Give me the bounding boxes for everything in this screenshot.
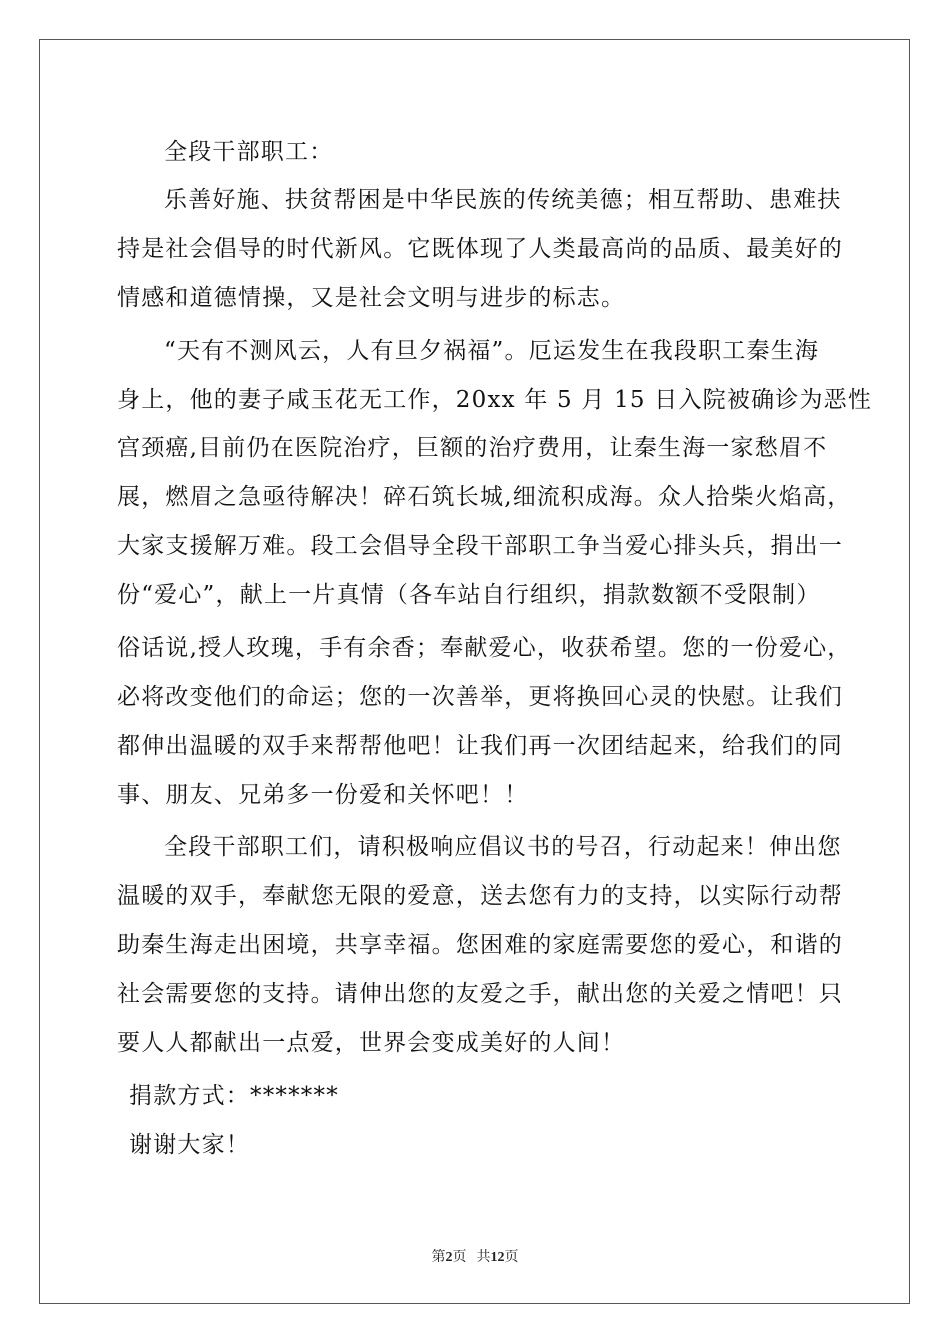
paragraph-2-line: 身上，他的妻子咸玉花无工作，20xx 年 5 月 15 日入院被确诊为恶性 <box>117 387 873 413</box>
paragraph-2-line: 必将改变他们的命运；您的一次善举，更将换回心灵的快慰。让我们 <box>117 684 843 710</box>
page-number: 2 <box>445 1250 453 1265</box>
total-suffix: 页 <box>504 1250 519 1265</box>
closing-thanks: 谢谢大家！ <box>129 1132 250 1158</box>
paragraph-3-line: 要人人都献出一点爱，世界会变成美好的人间！ <box>117 1030 626 1056</box>
total-prefix: 共 <box>476 1250 491 1265</box>
paragraph-2-line: 份“爱心”，献上一片真情（各车站自行组织，捐款数额不受限制） <box>117 582 821 608</box>
paragraph-3-line: 温暖的双手，奉献您无限的爱意，送去您有力的支持，以实际行动帮 <box>117 883 843 909</box>
page-total: 12 <box>490 1250 505 1265</box>
paragraph-2-line: 都伸出温暖的双手来帮帮他吧！让我们再一次团结起来，给我们的同 <box>117 733 843 759</box>
paragraph-3-line: 助秦生海走出困境，共享幸福。您困难的家庭需要您的爱心，和谐的 <box>117 932 843 958</box>
paragraph-1-line: 乐善好施、扶贫帮困是中华民族的传统美德；相互帮助、患难扶 <box>164 187 842 213</box>
donation-method: 捐款方式：******* <box>129 1083 339 1109</box>
paragraph-3-line: 社会需要您的支持。请伸出您的友爱之手，献出您的关爱之情吧！只 <box>117 981 843 1007</box>
page-suffix: 页 <box>452 1250 467 1265</box>
page-prefix: 第 <box>431 1250 446 1265</box>
paragraph-2-line: 宫颈癌,目前仍在医院治疗，巨额的治疗费用，让秦生海一家愁眉不 <box>117 435 828 461</box>
paragraph-2-line: 事、朋友、兄弟多一份爱和关怀吧！！ <box>117 782 529 808</box>
paragraph-2-line: 展，燃眉之急亟待解决！碎石筑长城,细流积成海。众人拾柴火焰高， <box>117 484 852 510</box>
paragraph-1-line: 情感和道德情操，又是社会文明与进步的标志。 <box>117 285 626 311</box>
page-border <box>39 39 910 1304</box>
page-footer <box>0 1246 950 1266</box>
paragraph-1-line: 持是社会倡导的时代新风。它既体现了人类最高尚的品质、最美好的 <box>117 236 843 262</box>
paragraph-2-line: “天有不测风云，人有旦夕祸福”。厄运发生在我段职工秦生海 <box>164 338 820 364</box>
paragraph-2-line: 大家支援解万难。段工会倡导全段干部职工争当爱心排头兵，捐出一 <box>117 533 843 559</box>
paragraph-3-line: 全段干部职工们，请积极响应倡议书的号召，行动起来！伸出您 <box>164 834 842 860</box>
salutation: 全段干部职工： <box>164 139 334 165</box>
paragraph-2-line: 俗话说,授人玫瑰，手有余香；奉献爱心，收获希望。您的一份爱心， <box>117 635 852 661</box>
